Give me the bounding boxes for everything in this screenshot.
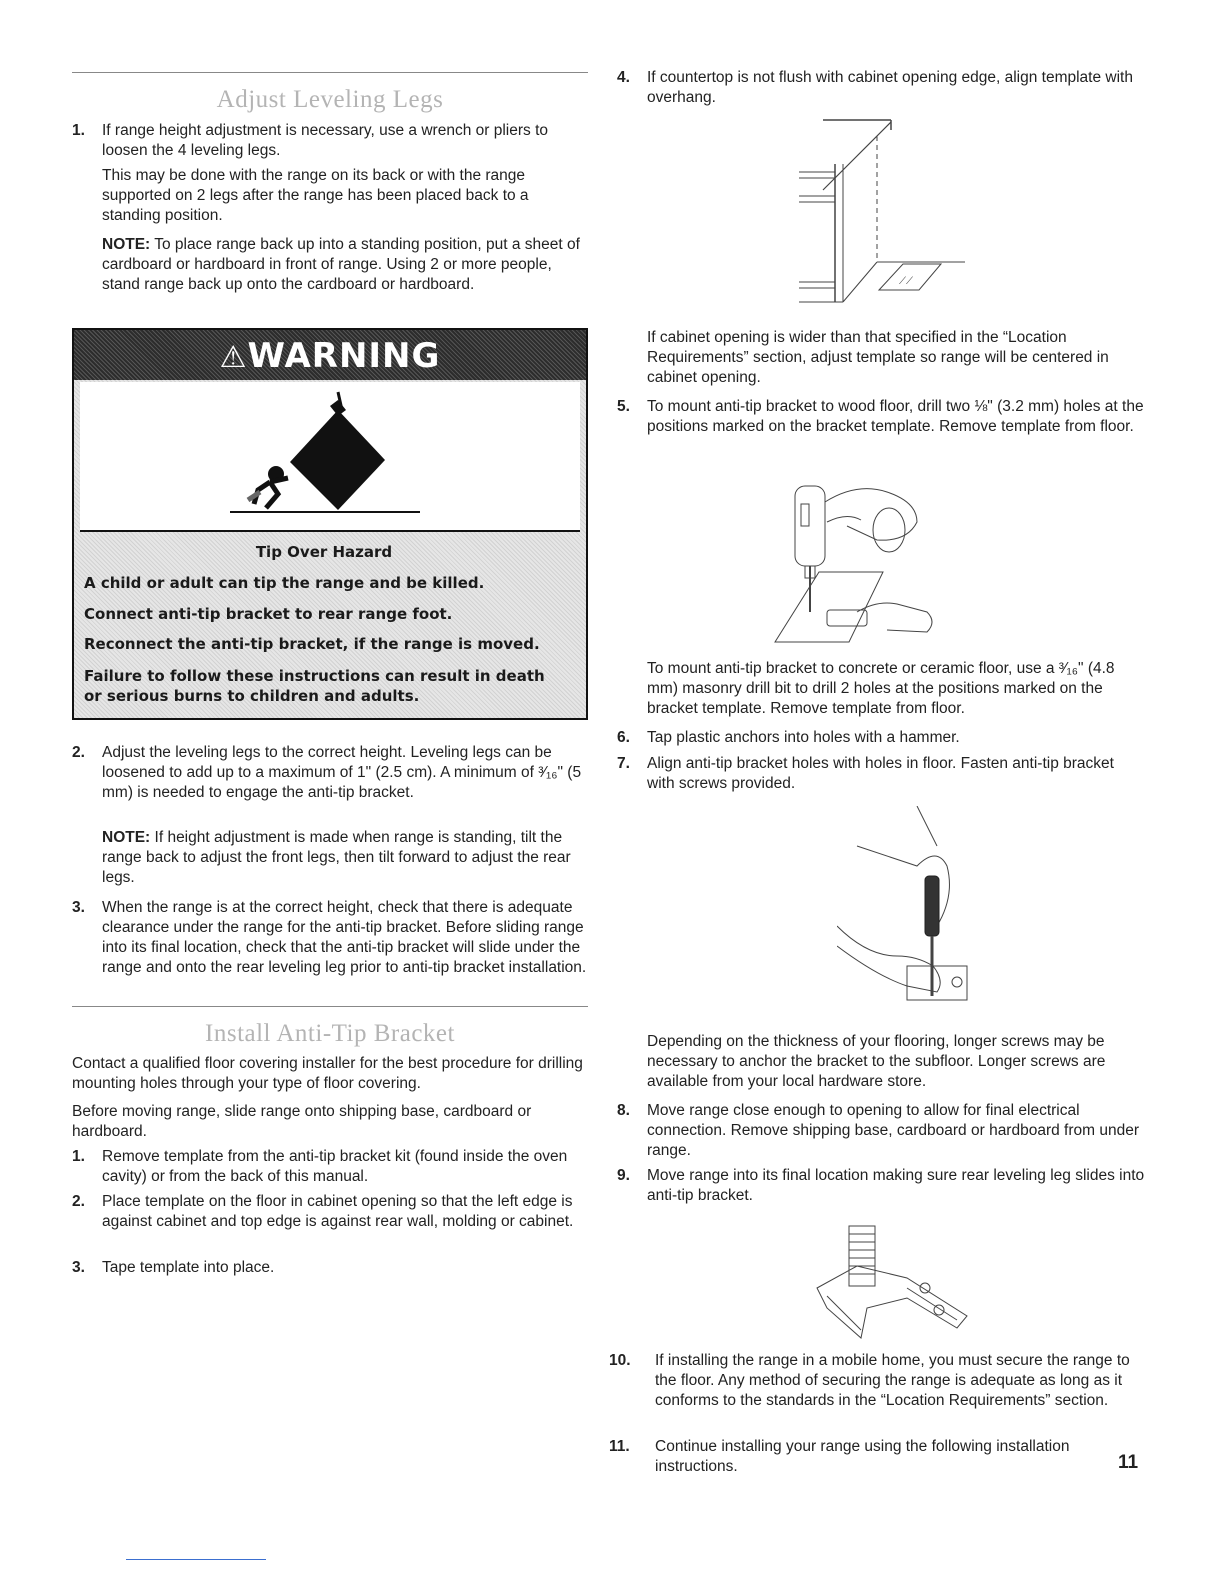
tip-over-illustration	[80, 382, 580, 532]
heading-adjust-leveling-legs: Adjust Leveling Legs	[216, 86, 444, 113]
warning-line-1: A child or adult can tip the range and be killed.	[84, 574, 485, 592]
adjust-paragraph: This may be done with the range on its back or with the range supported on 2 legs after the range has been placed back to a standing position.	[102, 167, 529, 224]
mid-rule-left	[72, 1006, 588, 1007]
step-text: Tap plastic anchors into holes with a hammer.	[647, 729, 960, 746]
warning-line-2: Connect anti-tip bracket to rear range foot.	[84, 605, 453, 623]
step-number: 3.	[72, 1259, 85, 1276]
step-text: To mount anti-tip bracket to wood floor, drill two ⅛" (3.2 mm) holes at the positions marked on the bracket template. Remove template from floor.	[647, 398, 1144, 435]
step-text: Move range into its final location making sure rear leveling leg slides into anti-tip bracket.	[647, 1167, 1145, 1204]
heading-install-anti-tip-bracket: Install Anti-Tip Bracket	[205, 1020, 455, 1047]
step-number: 10.	[609, 1352, 631, 1369]
footer-rule	[126, 1559, 266, 1560]
step-text: When the range is at the correct height, check that there is adequate clearance under the range for the anti-tip bracket. Before sliding range into its final location, check that the anti-tip bracket will slide under the range and onto the rear leveling leg prior to anti-tip bracket installation.	[102, 899, 587, 976]
warning-line-3: Reconnect the anti-tip bracket, if the range is moved.	[84, 635, 540, 653]
page-number: 11	[1118, 1452, 1139, 1473]
install-paragraph-1: Contact a qualified floor covering installer for the best procedure for drilling mounting holes through your type of floor covering.	[72, 1055, 583, 1092]
step-number: 3.	[72, 899, 85, 916]
step-number: 9.	[617, 1167, 630, 1184]
note-label: NOTE:	[102, 236, 151, 253]
drill-illustration	[767, 462, 967, 652]
note-text: To place range back up into a standing position, put a sheet of cardboard or hardboard in front of range. Using 2 or more people, stand range back up onto the cardboard or hardboard.	[102, 236, 580, 293]
step-number: 2.	[72, 744, 85, 761]
step-text: Move range close enough to opening to allow for final electrical connection. Remove shipping base, cardboard or hardboard from under range.	[647, 1102, 1139, 1159]
step-text: Remove template from the anti-tip bracket kit (found inside the oven cavity) or from the back of this manual.	[102, 1148, 568, 1185]
warning-title-text: WARNING	[247, 336, 441, 376]
step-number: 11.	[609, 1438, 630, 1455]
step-number: 7.	[617, 755, 630, 772]
tipping-range-icon	[80, 382, 580, 530]
step-text: Place template on the floor in cabinet opening so that the left edge is against cabinet and top edge is against rear wall, molding or cabinet.	[102, 1193, 574, 1230]
step-number: 1.	[72, 122, 85, 139]
screwdriver-illustration	[837, 806, 987, 1016]
step-text: Tape template into place.	[102, 1259, 275, 1276]
step-number: 6.	[617, 729, 630, 746]
warning-hazard: Tip Over Hazard	[255, 543, 393, 561]
step-text: If countertop is not flush with cabinet opening edge, align template with overhang.	[647, 69, 1133, 106]
svg-text:⟋⟋: ⟋⟋	[899, 276, 913, 287]
step-text: Align anti-tip bracket holes with holes in floor. Fasten anti-tip bracket with screws provided.	[647, 755, 1114, 792]
step-text: Continue installing your range using the following installation instructions.	[655, 1438, 1070, 1475]
step-text: If installing the range in a mobile home, you must secure the range to the floor. Any method of securing the range is adequate as long as it conforms to the standards in the “Location Requirements” section.	[655, 1352, 1130, 1409]
warning-line-4a: Failure to follow these instructions can result in death	[84, 667, 545, 685]
warning-title	[74, 336, 586, 376]
warning-header	[74, 330, 586, 380]
step-number: 2.	[72, 1193, 85, 1210]
note-text: If height adjustment is made when range is standing, tilt the range back to adjust the front legs, then tilt forward to adjust the rear legs.	[102, 829, 571, 886]
step-number: 5.	[617, 398, 630, 415]
adjust-note-1	[102, 235, 588, 295]
step-number: 8.	[617, 1102, 630, 1119]
warning-line-4b: or serious burns to children and adults.	[84, 687, 420, 705]
step-text: Adjust the leveling legs to the correct height. Leveling legs can be loosened to add up to a maximum of 1" (2.5 cm). A minimum of ³⁄₁₆" (5 mm) is needed to engage the anti-tip bracket.	[102, 744, 582, 801]
center-template-paragraph: If cabinet opening is wider than that specified in the “Location Requirements” section, adjust template so range will be centered in cabinet opening.	[647, 329, 1109, 386]
adjust-note-2	[102, 828, 588, 888]
install-paragraph-2: Before moving range, slide range onto shipping base, cardboard or hardboard.	[72, 1103, 532, 1140]
leveling-leg-bracket-illustration	[807, 1218, 977, 1348]
step-text: If range height adjustment is necessary, use a wrench or pliers to loosen the 4 leveling legs.	[102, 122, 548, 159]
template-overhang-illustration	[795, 112, 995, 322]
warning-box	[72, 328, 588, 720]
note-label: NOTE:	[102, 829, 151, 846]
warning-triangle-icon: ⚠	[219, 340, 248, 375]
longer-screws-paragraph: Depending on the thickness of your flooring, longer screws may be necessary to anchor the bracket to the subfloor. Longer screws are available from your local hardware store.	[647, 1033, 1106, 1090]
step-number: 4.	[617, 69, 630, 86]
top-rule-left	[72, 72, 588, 73]
concrete-floor-paragraph: To mount anti-tip bracket to concrete or ceramic floor, use a ³⁄₁₆" (4.8 mm) masonry drill bit to drill 2 holes at the positions marked on the bracket template. Remove template from floor.	[647, 660, 1115, 717]
step-number: 1.	[72, 1148, 85, 1165]
